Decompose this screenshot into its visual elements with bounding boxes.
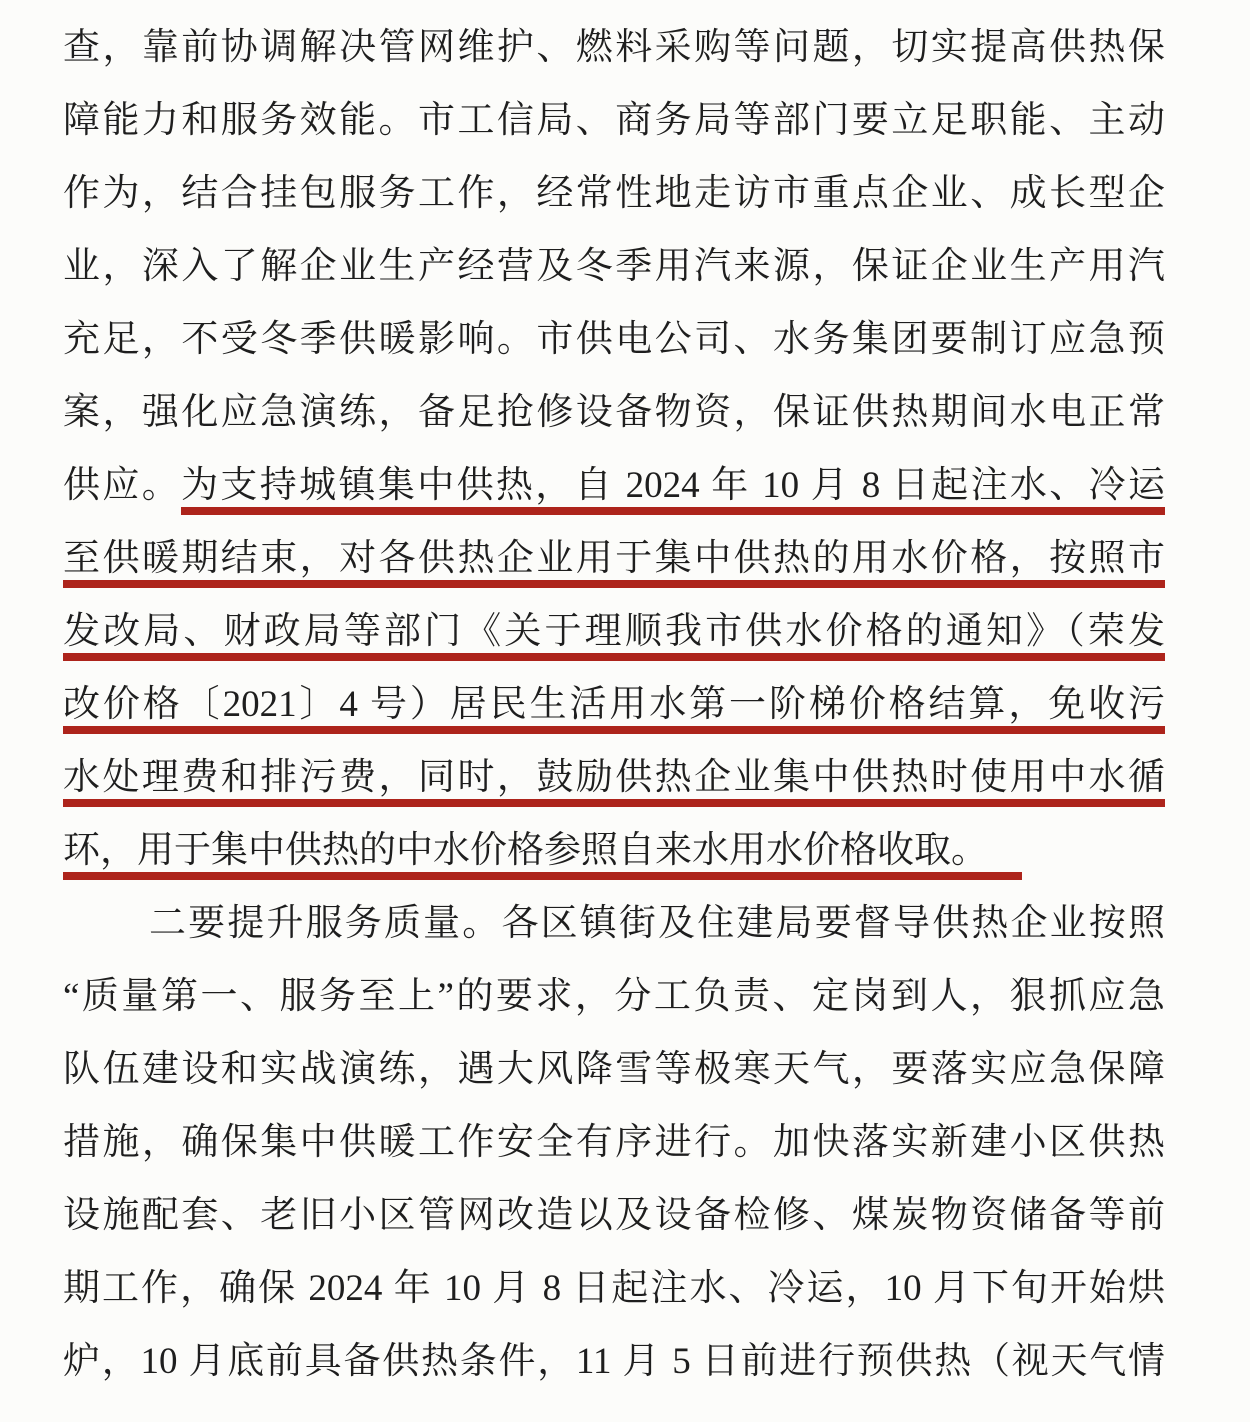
text-line — [63, 303, 1165, 376]
text-segment: 业，深入了解企业生产经营及冬季用汽来源，保证企业生产用汽 — [63, 246, 1165, 287]
text-segment: 障能力和服务效能。市工信局、商务局等部门要立足职能、主动 — [63, 100, 1165, 141]
text-line — [63, 741, 1165, 814]
text-line — [63, 887, 1165, 960]
red-underlined-text: 水处理费和排污费，同时，鼓励供热企业集中供热时使用中水循 — [63, 757, 1165, 807]
text-segment: 队伍建设和实战演练，遇大风降雪等极寒天气，要落实应急保障 — [63, 1049, 1165, 1090]
red-underlined-text: 改价格〔2021〕4 号）居民生活用水第一阶梯价格结算，免收污 — [63, 684, 1165, 734]
text-line — [63, 1033, 1165, 1106]
text-line — [63, 1252, 1165, 1325]
text-segment: 充足，不受冬季供暖影响。市供电公司、水务集团要制订应急预 — [63, 319, 1165, 360]
red-underlined-text: 为支持城镇集中供热，自 2024 年 10 月 8 日起注水、冷运 — [181, 465, 1165, 515]
text-line — [63, 1179, 1165, 1252]
red-underlined-text: 至供暖期结束，对各供热企业用于集中供热的用水价格，按照市 — [63, 538, 1165, 588]
text-line — [63, 595, 1165, 668]
text-line — [63, 1325, 1165, 1398]
text-line — [63, 157, 1165, 230]
text-line — [63, 1106, 1165, 1179]
red-underlined-text: 发改局、财政局等部门《关于理顺我市供水价格的通知》（荣发 — [63, 611, 1165, 661]
text-segment: 查，靠前协调解决管网维护、燃料采购等问题，切实提高供热保 — [63, 27, 1165, 68]
text-line — [63, 814, 1165, 887]
text-segment: 期工作，确保 2024 年 10 月 8 日起注水、冷运，10 月下旬开始烘 — [63, 1268, 1165, 1309]
text-line — [63, 522, 1165, 595]
text-line — [63, 960, 1165, 1033]
text-segment: 作为，结合挂包服务工作，经常性地走访市重点企业、成长型企 — [63, 173, 1165, 214]
red-underlined-text: 环，用于集中供热的中水价格参照自来水用水价格收取。 — [63, 830, 1022, 880]
text-line — [63, 84, 1165, 157]
text-line — [63, 230, 1165, 303]
text-line — [63, 11, 1165, 84]
text-segment: 供应。 — [63, 465, 182, 506]
text-segment: 案，强化应急演练，备足抢修设备物资，保证供热期间水电正常 — [63, 392, 1165, 433]
text-segment: “质量第一、服务至上”的要求，分工负责、定岗到人，狠抓应急 — [63, 976, 1165, 1017]
text-line — [63, 449, 1165, 522]
text-segment: 二要提升服务质量。各区镇街及住建局要督导供热企业按照 — [149, 903, 1165, 944]
text-segment: 设施配套、老旧小区管网改造以及设备检修、煤炭物资储备等前 — [63, 1195, 1165, 1236]
text-segment: 炉，10 月底前具备供热条件，11 月 5 日前进行预供热（视天气情 — [63, 1341, 1165, 1382]
text-segment: 措施，确保集中供暖工作安全有序进行。加快落实新建小区供热 — [63, 1122, 1165, 1163]
text-line — [63, 668, 1165, 741]
text-line — [63, 376, 1165, 449]
